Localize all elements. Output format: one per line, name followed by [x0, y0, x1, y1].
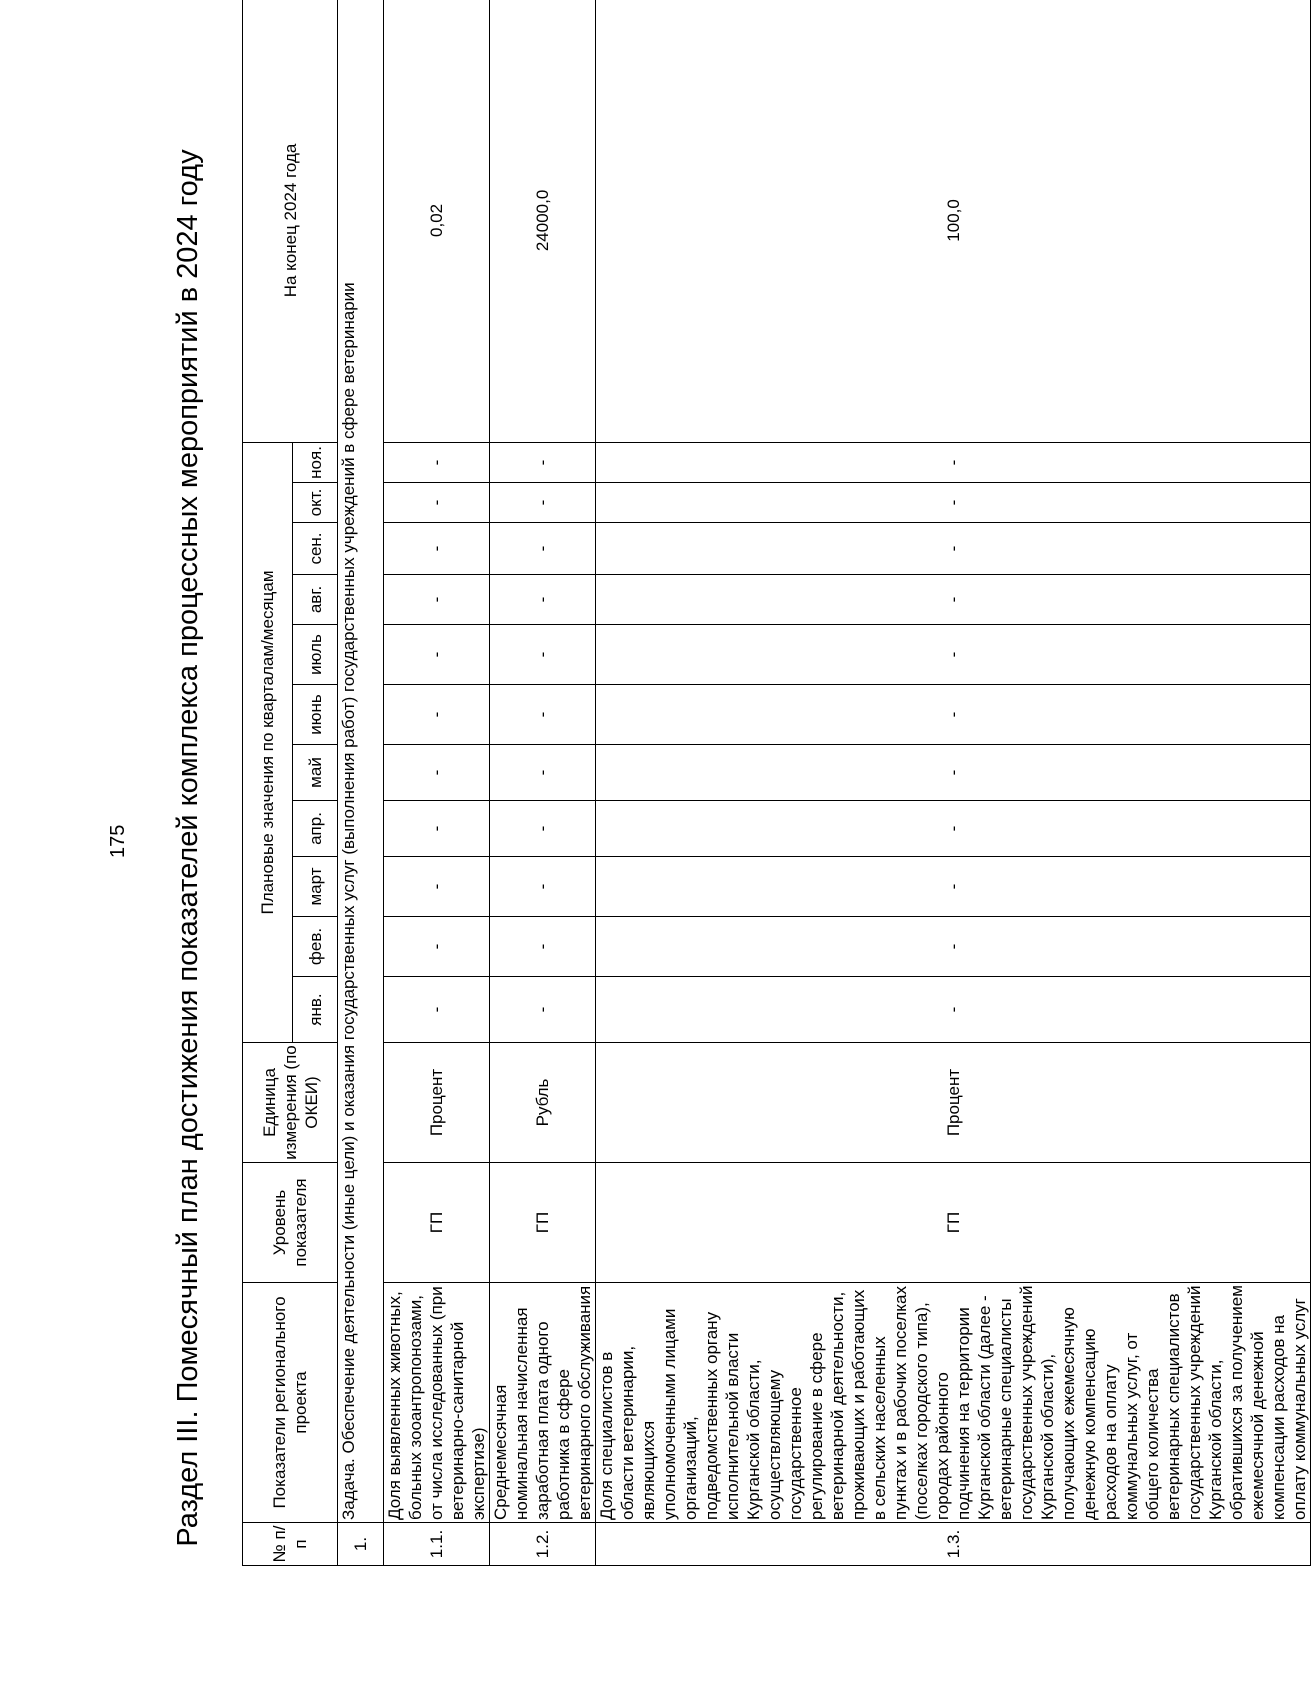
- header-row-top: [243, 0, 293, 1566]
- row-month-value: -: [596, 977, 1311, 1043]
- row-month-value: -: [384, 857, 490, 917]
- row-month-value: -: [490, 745, 596, 801]
- row-month-value: -: [596, 575, 1311, 625]
- row-month-value: -: [596, 483, 1311, 523]
- task-row: [338, 0, 384, 1566]
- row-indicator: Среднемесячная номинальная начисленная заработная плата одного работника в сфере ветеринарного обслуживания: [490, 1283, 596, 1523]
- row-month-value: -: [384, 625, 490, 685]
- row-month-value: -: [490, 483, 596, 523]
- row-year-end: 24000,0: [490, 0, 596, 442]
- table-row: [596, 0, 1311, 1566]
- table-row: [490, 0, 596, 1566]
- row-month-value: -: [384, 483, 490, 523]
- header-month: май: [293, 745, 338, 801]
- row-year-end: 0,02: [384, 0, 490, 442]
- row-indicator: Доля выявленных животных, больных зооантропонозами, от числа исследованных (при ветеринарно-санитарной экспертизе): [384, 1283, 490, 1523]
- row-month-value: -: [490, 625, 596, 685]
- table-row: [384, 0, 490, 1566]
- row-num: 1.3.: [596, 1523, 1311, 1566]
- header-month: авг.: [293, 575, 338, 625]
- header-month: янв.: [293, 977, 338, 1043]
- row-month-value: -: [384, 523, 490, 575]
- row-month-value: -: [490, 801, 596, 857]
- header-month: сен.: [293, 523, 338, 575]
- header-month: фев.: [293, 917, 338, 977]
- header-month: апр.: [293, 801, 338, 857]
- header-num: № п/п: [243, 1523, 338, 1566]
- row-level: ГП: [384, 1163, 490, 1283]
- row-num: 1.2.: [490, 1523, 596, 1566]
- row-month-value: -: [596, 625, 1311, 685]
- row-month-value: -: [384, 575, 490, 625]
- row-month-value: -: [596, 801, 1311, 857]
- row-month-value: -: [384, 977, 490, 1043]
- row-month-value: -: [596, 857, 1311, 917]
- row-level: ГП: [596, 1163, 1311, 1283]
- row-month-value: -: [490, 685, 596, 745]
- row-month-value: -: [384, 801, 490, 857]
- header-month: июнь: [293, 685, 338, 745]
- row-month-value: -: [384, 745, 490, 801]
- header-month: ноя.: [293, 442, 338, 482]
- row-month-value: -: [596, 442, 1311, 482]
- row-month-value: -: [384, 917, 490, 977]
- task-text: Задача. Обеспечение деятельности (иные цели) и оказания государственных услуг (выполнения работ) государственных учреждений в сфере ветеринарии: [338, 0, 384, 1523]
- row-month-value: -: [490, 442, 596, 482]
- header-year-end: На конец 2024 года: [243, 0, 338, 442]
- row-unit: Процент: [384, 1043, 490, 1163]
- row-month-value: -: [384, 442, 490, 482]
- header-month: июль: [293, 625, 338, 685]
- row-month-value: -: [490, 977, 596, 1043]
- row-month-value: -: [384, 685, 490, 745]
- row-month-value: -: [596, 685, 1311, 745]
- row-level: ГП: [490, 1163, 596, 1283]
- row-unit: Рубль: [490, 1043, 596, 1163]
- row-month-value: -: [596, 917, 1311, 977]
- header-plan-group: Плановые значения по кварталам/месяцам: [243, 442, 293, 1042]
- row-month-value: -: [596, 745, 1311, 801]
- row-month-value: -: [596, 523, 1311, 575]
- header-month: март: [293, 857, 338, 917]
- row-num: 1.1.: [384, 1523, 490, 1566]
- header-unit: Единица измерения (по ОКЕИ): [243, 1043, 338, 1163]
- row-month-value: -: [490, 523, 596, 575]
- task-num: 1.: [338, 1523, 384, 1566]
- row-month-value: -: [490, 857, 596, 917]
- row-month-value: -: [490, 917, 596, 977]
- row-year-end: 100,0: [596, 0, 1311, 442]
- page-title: Раздел III. Помесячный план достижения показателей комплекса процессных мероприятий в 2024 году: [172, 149, 204, 1547]
- row-indicator: Доля специалистов в области ветеринарии, являющихся уполномоченными лицами организаций, подведомственных органу исполнительной власти Курганской области, осуществляющему государственное регулирование в сфере ветеринарной деятельности, проживающих и работающих в сельских населенных пунктах и в рабочих поселках (поселках городского типа), городах районного подчинения на территории Курганской области (далее - ветеринарные специалисты государственных учреждений Курганской области), получающих ежемесячную денежную компенсацию расходов на оплату коммунальных услуг, от общего количества ветеринарных специалистов государственных учреждений Курганской области, обратившихся за получением ежемесячной денежной компенсации расходов на оплату коммунальных услуг: [596, 1283, 1311, 1523]
- header-month: окт.: [293, 483, 338, 523]
- page-number: 175: [107, 824, 129, 858]
- row-month-value: -: [490, 575, 596, 625]
- plan-table: [242, 0, 1311, 1566]
- header-indicator: Показатели регионального проекта: [243, 1283, 338, 1523]
- header-level: Уровень показателя: [243, 1163, 338, 1283]
- row-unit: Процент: [596, 1043, 1311, 1163]
